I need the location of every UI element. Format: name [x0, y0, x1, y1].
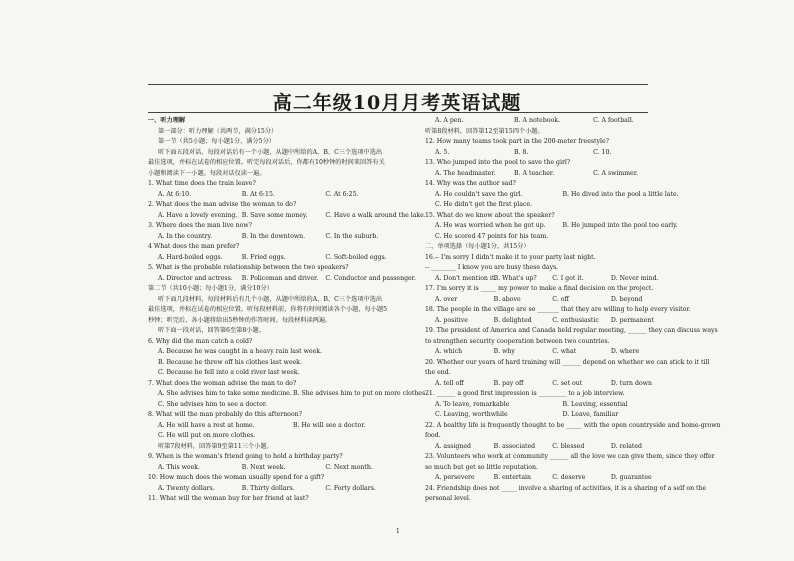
option-text: C. enthusiastic: [552, 316, 599, 324]
option-row: [425, 400, 690, 411]
text-line: personal level.: [425, 495, 471, 502]
text-line: 听下面一段对话，回答第6至第8小题。: [158, 327, 265, 334]
option-row: [425, 347, 690, 358]
option-text: D. permanent: [610, 316, 654, 324]
option-text: D. related: [610, 442, 642, 450]
option-text: C. Next month.: [325, 463, 373, 471]
option-row: [425, 295, 690, 306]
option-row: [148, 190, 433, 201]
option-row: [425, 148, 690, 159]
text-line: 19. The president of America and Canada held regular meeting, ______ they can discuss ways: [425, 327, 718, 334]
text-line: 13. Who jumped into the pool to save the girl?: [425, 159, 571, 166]
option-row: [148, 211, 433, 222]
option-text: C. what: [552, 348, 577, 355]
text-line: 最佳选项，并标在试卷的相应位置。听完每段对话后，你都有10秒钟的时间来回答有关: [148, 159, 385, 166]
option-text: D. Never mind.: [610, 274, 659, 282]
text-line: 一、听力理解: [148, 117, 186, 124]
option-text: B. Policeman and driver.: [241, 274, 319, 282]
option-text: A. positive: [435, 316, 468, 324]
text-line: 20. Whether our years of hard training will ______ depend on whether we can stick to it till: [425, 358, 710, 366]
option-text: A. The headmaster.: [435, 169, 496, 177]
text-line: 23. Volunteers who work at community ______ all the love we can give them, since they offer: [425, 453, 715, 460]
option-text: C. blessed: [552, 442, 585, 450]
option-text: B. above: [493, 295, 521, 303]
text-line: 2. What does the man advise the woman to do?: [148, 201, 297, 208]
option-text: A. In the country.: [158, 232, 213, 240]
text-line: 18. The people in the village are so _______ that they are willing to help every visitor.: [425, 306, 691, 313]
text-line: 二、单项选择（每小题1分，共15分）: [425, 243, 530, 250]
option-text: C. Have a walk around the lake.: [325, 211, 426, 219]
option-text: C. In the suburb.: [325, 232, 379, 240]
option-text: B. entertain: [493, 474, 532, 481]
option-text: B. A notebook.: [514, 117, 560, 124]
option-text: A. over: [435, 295, 458, 303]
option-text: D. where: [610, 348, 640, 355]
text-line: so much but get so little reputation.: [425, 463, 538, 471]
text-line: the end.: [425, 369, 451, 376]
option-text: B. associated: [493, 442, 536, 450]
page-number: 1: [396, 528, 400, 535]
text-line: 第一节（共5小题；每小题1分，满分5分）: [158, 138, 275, 145]
option-row: [148, 232, 433, 243]
option-text: B. Save some money.: [241, 211, 308, 219]
option-text: A. She advises him to take some medicine.: [158, 390, 292, 397]
option-row: [425, 169, 690, 180]
option-text: C. Forty dollars.: [325, 484, 376, 492]
option-text: A. This week.: [158, 463, 200, 471]
text-line: 5. What is the probable relationship between the two speakers?: [148, 264, 349, 271]
option-text: B. In the downtown.: [241, 232, 306, 240]
option-row: [148, 421, 433, 432]
text-line: 21. ______ a good first impression is _________ to a job interview.: [425, 390, 625, 397]
text-line: C. He scored 47 points for his team.: [435, 232, 549, 240]
option-row: [425, 410, 690, 421]
option-text: B. 8.: [514, 148, 529, 156]
text-line: 14. Why was the author sad?: [425, 180, 516, 187]
option-row: [148, 274, 433, 285]
text-line: 听第8段材料，回答第12至第15四个小题。: [425, 127, 544, 135]
option-text: A. persevere: [435, 474, 475, 481]
option-text: C. off: [552, 295, 569, 303]
option-text: A. tell off: [435, 379, 464, 387]
option-text: C. Soft-boiled eggs.: [325, 253, 387, 261]
text-line: C. Because he fell into a cold river last week.: [158, 369, 300, 376]
option-row: [148, 484, 433, 495]
option-text: A. 5.: [435, 148, 450, 156]
option-row: [425, 316, 690, 327]
option-text: C. A swimmer.: [593, 169, 639, 177]
right-column: [425, 116, 721, 505]
option-row: [148, 253, 433, 264]
text-line: B. Because he threw off his clothes last week.: [158, 358, 302, 366]
option-text: B. He will see a doctor.: [293, 421, 366, 429]
option-text: A. He was worried when he got up.: [435, 222, 546, 229]
option-text: A. Director and actress.: [158, 274, 233, 282]
text-line: 10. How much does the woman usually spend for a gift?: [148, 474, 325, 481]
option-text: A. At 6:10.: [158, 190, 192, 198]
text-line: 11. What will the woman buy for her friend at last?: [148, 495, 309, 502]
text-line: 小题和阅读下一小题。每段对话仅读一遍。: [148, 169, 266, 177]
option-text: D. turn down: [610, 379, 652, 387]
text-line: 16.-- I'm sorry I didn't make it to your party last night.: [425, 253, 596, 261]
option-text: B. What's up?: [493, 274, 537, 282]
text-line: 第二节（共10小题；每小题1分，满分10分）: [148, 285, 273, 292]
option-text: B. A teacher.: [514, 169, 555, 177]
option-text: B. He dived into the pool a little late.: [562, 190, 679, 198]
text-line: 第一部分：听力理解（共两节，满分15分）: [158, 127, 278, 135]
left-column: [148, 116, 433, 505]
option-text: D. guarantee: [610, 474, 652, 481]
text-line: 8. What will the man probably do this afternoon?: [148, 411, 302, 418]
text-line: 秒钟；听完后，各小题将给出5秒钟的作答时间。每段材料读两遍。: [148, 316, 332, 324]
top-rule: [148, 84, 648, 85]
option-text: A. which: [435, 348, 463, 355]
option-row: [425, 473, 690, 484]
text-line: 9. When is the woman's friend going to hold a birthday party?: [148, 453, 343, 460]
option-text: B. why: [493, 348, 515, 355]
option-row: [425, 379, 690, 390]
option-text: C. deserve: [552, 474, 586, 481]
text-line: 听第7段材料，回答第9至第11三个小题。: [158, 442, 273, 450]
text-line: C. He will put on more clothes.: [158, 432, 256, 439]
option-text: D. beyond: [610, 295, 643, 303]
option-text: B. She advises him to put on more clothes.: [293, 390, 428, 397]
page-title: 高二年级10月月考英语试题: [272, 92, 522, 114]
option-text: A. Hard-boiled eggs.: [158, 253, 223, 261]
text-line: 17. I'm sorry it is _____ my power to make a final decision on the project.: [425, 285, 654, 292]
option-text: A. To leave, remarkable: [435, 400, 510, 408]
option-text: C. set out: [552, 379, 583, 387]
text-line: -- ________ I know you are busy these days.: [425, 264, 559, 271]
text-line: 22. A healthy life is frequently thought to be _____ with the open countryside and home-grown: [425, 421, 721, 429]
option-text: C. Leaving, worthwhile: [435, 411, 508, 418]
option-text: A. He will have a rest at home.: [158, 421, 255, 429]
text-line: 15. What do we know about the speaker?: [425, 211, 555, 219]
option-text: A. Don't mention it.: [435, 274, 497, 282]
option-text: A. A pen.: [435, 117, 464, 124]
option-text: B. Next week.: [241, 463, 286, 471]
text-line: food.: [425, 432, 441, 439]
option-text: B. pay off: [493, 379, 524, 387]
option-text: B. delighted: [493, 316, 532, 324]
option-text: C. At 6:25.: [325, 190, 359, 198]
option-row: [425, 190, 690, 201]
option-text: D. Leave, familiar: [562, 411, 619, 418]
option-text: A. Have a lovely evening.: [158, 211, 238, 219]
option-row: [148, 389, 433, 400]
option-text: B. At 6:15.: [241, 190, 275, 198]
option-row: [425, 116, 690, 127]
text-line: 7. What does the woman advise the man to do?: [148, 379, 297, 387]
text-line: 12. How many teams took part in the 200-meter freestyle?: [425, 138, 609, 145]
option-text: B. Leaving, essential: [562, 400, 628, 408]
option-row: [425, 442, 690, 453]
text-line: 4 What does the man prefer?: [148, 243, 240, 250]
text-line: 1. What time does the train leave?: [148, 180, 256, 187]
text-line: 6. Why did the man catch a cold?: [148, 337, 253, 345]
text-line: C. He didn't get the first place.: [435, 201, 533, 208]
text-line: 3. Where does the man live now?: [148, 222, 252, 229]
option-text: B. Thirty dollars.: [241, 484, 295, 492]
option-text: A. assigned: [435, 442, 471, 450]
option-text: C. I got it.: [552, 274, 584, 282]
text-line: to strengthen security cooperation between two countries.: [425, 337, 610, 345]
option-row: [425, 274, 690, 285]
option-text: A. He couldn't save the girl.: [435, 190, 523, 198]
option-text: C. 10.: [593, 148, 612, 156]
option-text: B. He jumped into the pool too early.: [562, 222, 678, 229]
option-row: [425, 221, 690, 232]
text-line: 听下面五段对话，每段对话后有一个小题，从题中所给的A、B、C三个选项中选出: [158, 148, 383, 156]
option-text: C. A football.: [593, 117, 634, 124]
text-line: A. Because he was caught in a heavy rain last week.: [158, 348, 322, 355]
text-line: 最佳选项，并标在试卷的相应位置。听每段材料前，你将有时间阅读各个小题，每小题5: [148, 306, 388, 313]
text-line: 听下面几段材料，每段材料后有几个小题，从题中所给的A、B、C三个选项中选出: [158, 295, 383, 303]
option-row: [148, 463, 433, 474]
option-text: C. Conductor and passenger.: [325, 274, 416, 282]
text-line: 24. Friendship does not _____ involve a sharing of activities, it is a sharing of a self on the: [425, 484, 707, 492]
title-underline: [148, 112, 648, 113]
option-text: A. Twenty dollars.: [158, 484, 215, 492]
option-text: B. Fried eggs.: [241, 253, 286, 261]
text-line: C. She advises him to see a doctor.: [158, 400, 268, 408]
